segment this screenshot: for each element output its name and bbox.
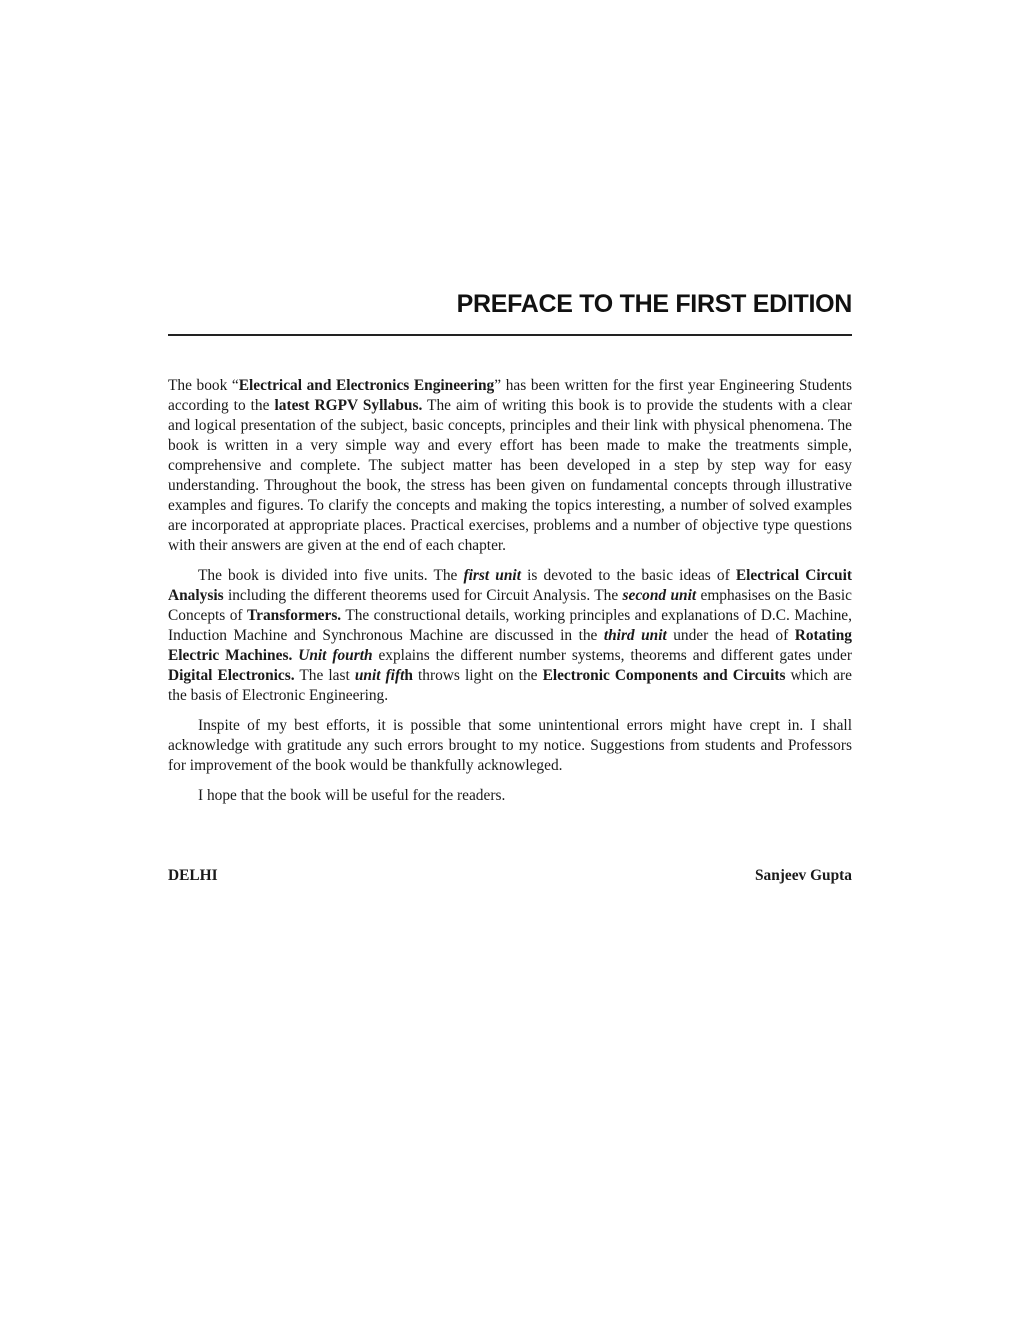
paragraph: The book is divided into five units. The first unit is devoted to the basic ideas of Electrical Circuit Analysis including the different theorems used for Circuit Analysis. The second unit emphasises on the Basic Concepts of Transformers. The constructional details, working principles and explanations of D.C. Machine, Induction Machine and Synchronous Machine are discussed in the third unit under the head of Rotating Electric Machines. Unit fourth explains the different number systems, theorems and different gates under Digital Electronics. The last unit fifth throws light on the Electronic Components and Circuits which are the basis of Electronic Engineering.: [168, 567, 853, 704]
emphasis-text: latest RGPV Syllabus.: [274, 397, 423, 414]
page-title: PREFACE TO THE FIRST EDITION: [456, 290, 852, 318]
paragraph: I hope that the book will be useful for the readers.: [198, 787, 506, 804]
emphasis-text: first unit: [463, 567, 521, 584]
emphasis-text: third unit: [603, 627, 667, 644]
signoff: [168, 867, 852, 885]
emphasis-text: Electrical Circuit Analysis: [168, 567, 852, 604]
paragraph: The book “Electrical and Electronics Engineering” has been written for the first year Engineering Students according to the latest RGPV Syllabus. The aim of writing this book is to provide the students with a clear and logical presentation of the subject, basic concepts, principles and their link with physical phenomena. The book is written in a very simple way and every effort has been made to make the treatments simple, comprehensive and complete. The subject matter has been developed in a step by step way for easy understanding. Throughout the book, the stress has been given on fundamental concepts through illustrative examples and figures. To clarify the concepts and making the topics interesting, a number of solved examples are incorporated at appropriate places. Practical exercises, problems and a number of objective type questions with their answers are given at the end of each chapter.: [168, 377, 852, 554]
emphasis-text: Electrical and Electronics Engineering: [238, 377, 495, 394]
emphasis-text: Digital Electronics.: [168, 667, 295, 684]
signoff-place: DELHI: [168, 867, 218, 884]
emphasis-text: h: [404, 667, 413, 684]
emphasis-text: Unit fourth: [298, 647, 373, 664]
title-underline: [168, 334, 852, 336]
emphasis-text: Rotating Electric Machines.: [168, 627, 852, 664]
signoff-author: Sanjeev Gupta: [754, 867, 852, 884]
emphasis-text: Electronic Components and Circuits: [542, 667, 786, 684]
emphasis-text: Transformers.: [246, 607, 342, 624]
emphasis-text: unit fift: [354, 667, 405, 684]
emphasis-text: second unit: [622, 587, 697, 604]
preface-body: [168, 376, 852, 816]
paragraph: Inspite of my best efforts, it is possible that some unintentional errors might have crept in. I shall acknowledge with gratitude any such errors brought to my notice. Suggestions from students and Professors for improvement of the book would be thankfully acknowleged.: [168, 717, 852, 774]
